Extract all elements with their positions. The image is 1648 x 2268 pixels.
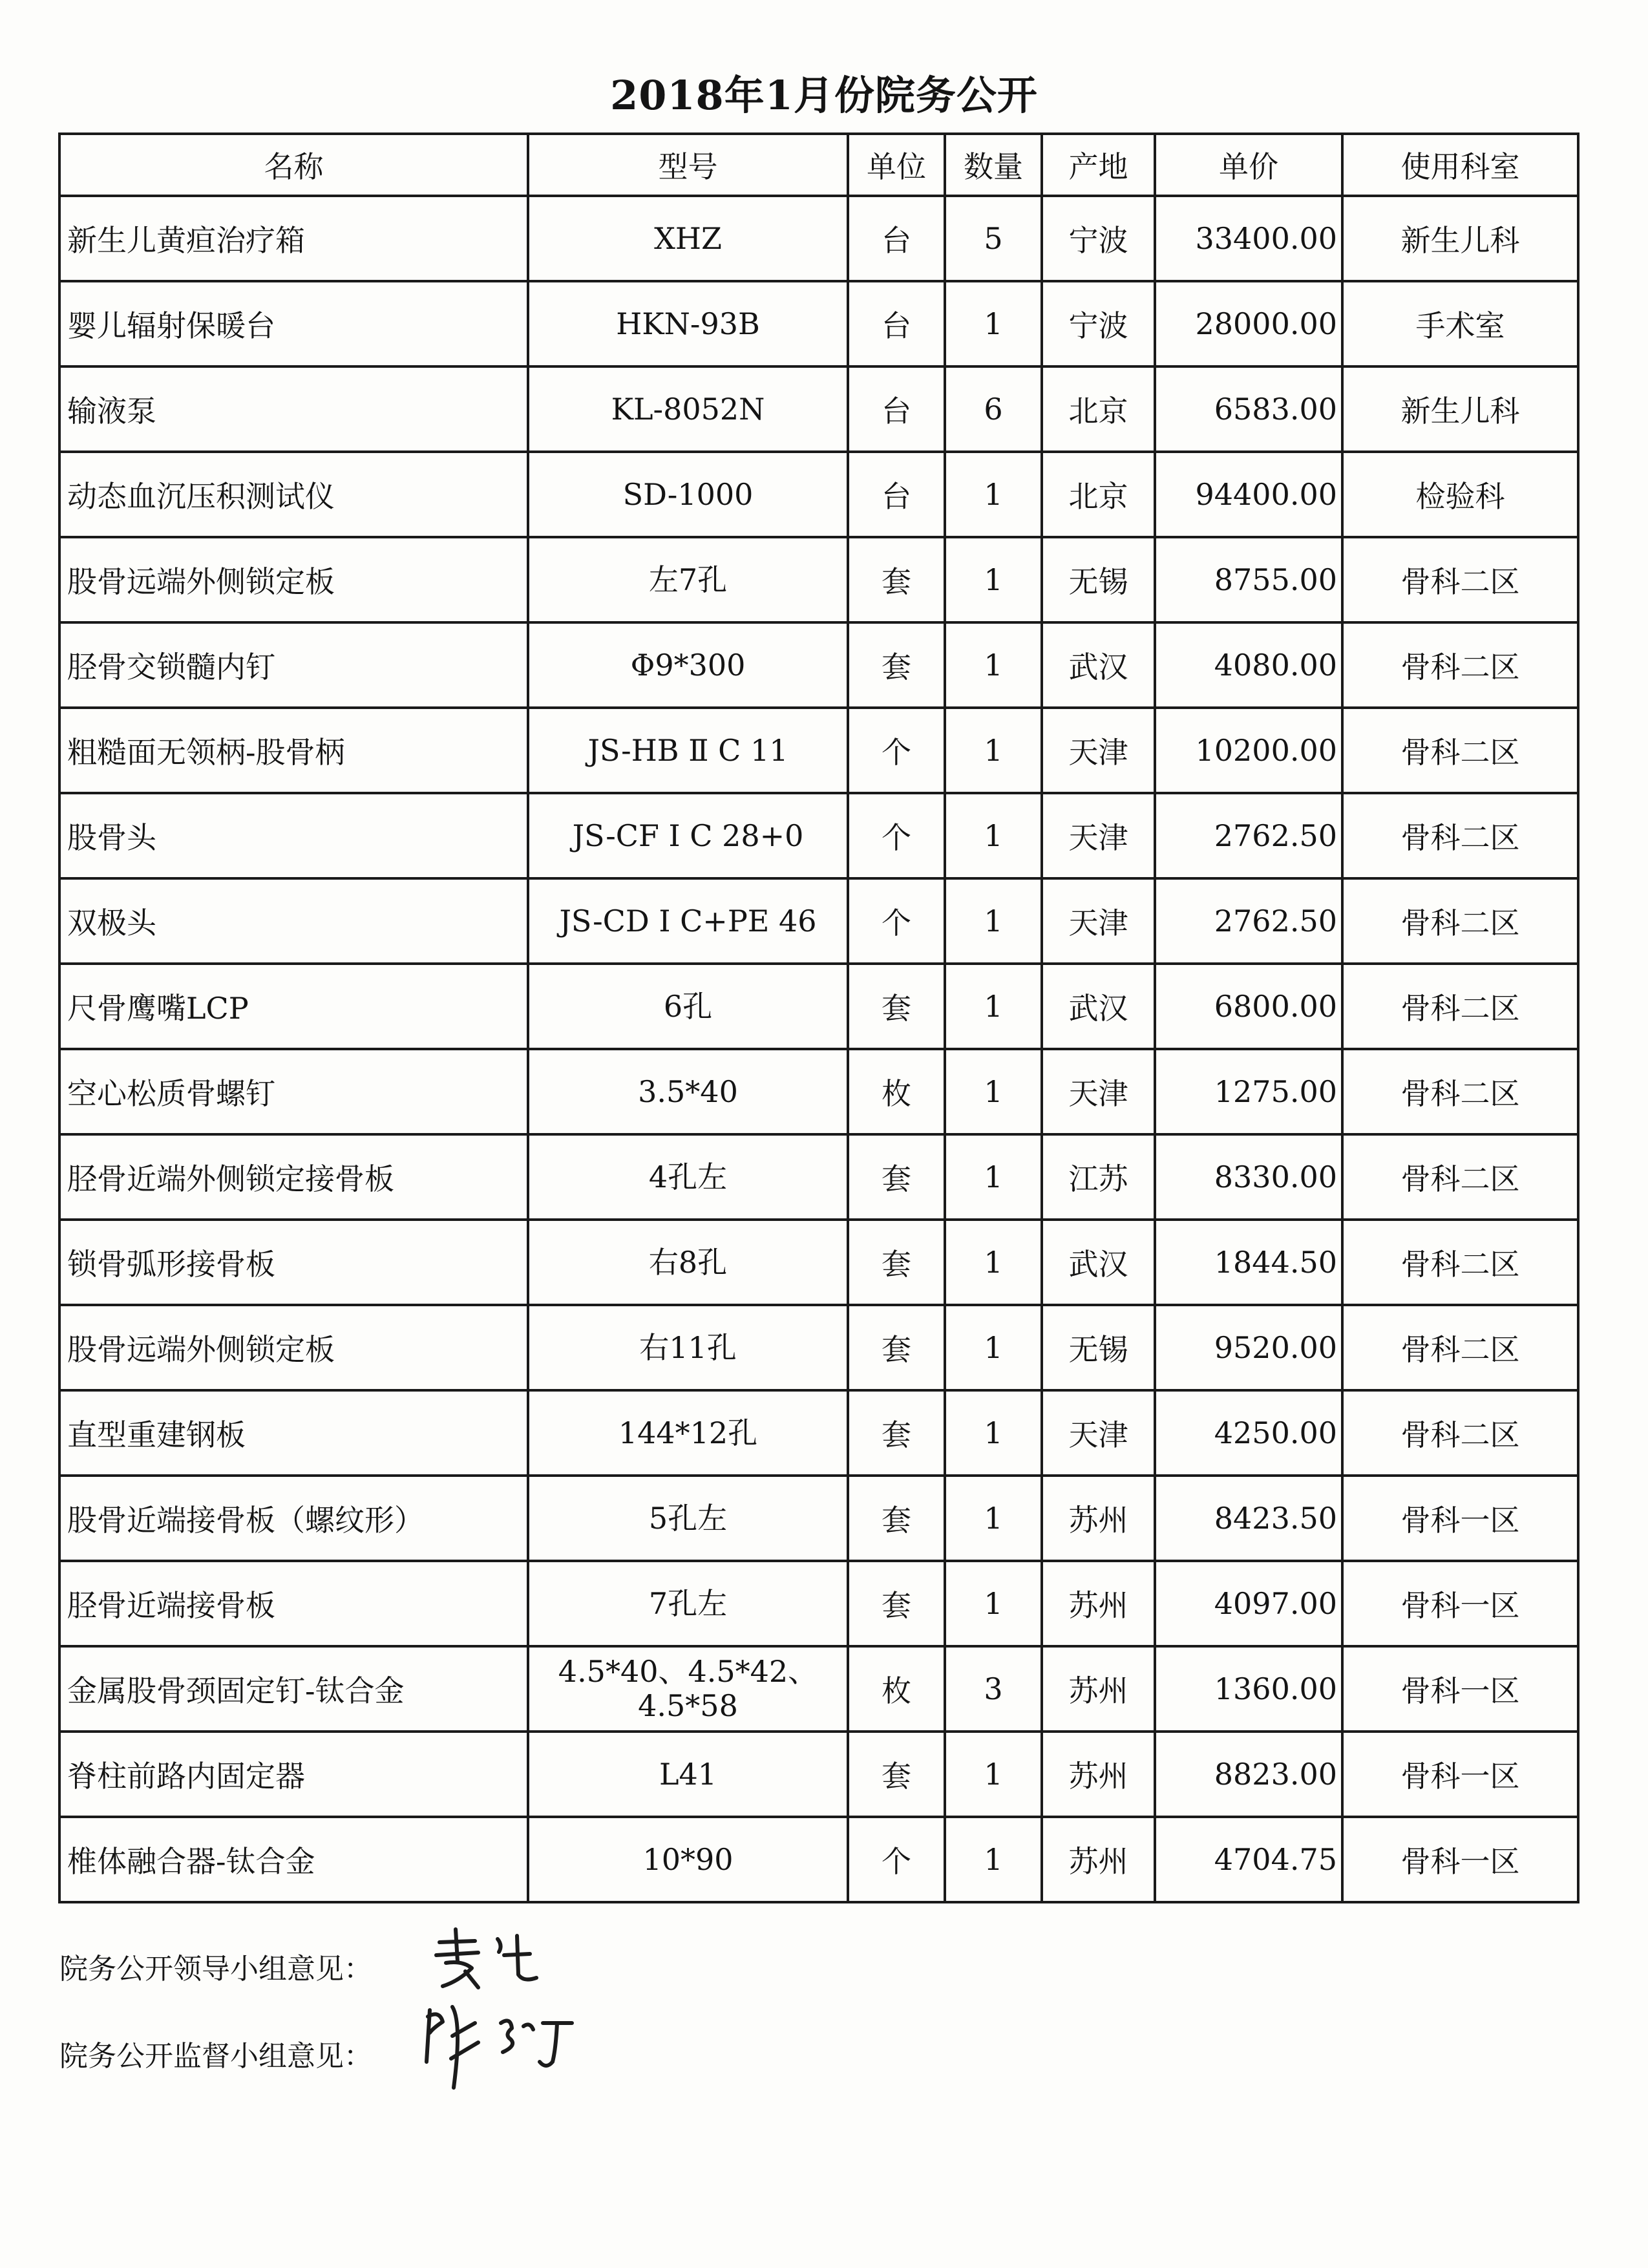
cell-name: 直型重建钢板 xyxy=(59,1390,528,1476)
cell-model: JS-CD Ⅰ C+PE 46 xyxy=(528,878,848,964)
supervision-signature xyxy=(414,1997,582,2101)
leader-signature xyxy=(427,1923,556,1994)
cell-unit: 套 xyxy=(848,1220,945,1305)
cell-model: 左7孔 xyxy=(528,537,848,622)
cell-origin: 武汉 xyxy=(1042,1220,1155,1305)
cell-unit: 套 xyxy=(848,964,945,1049)
cell-quantity: 1 xyxy=(945,1049,1042,1134)
cell-unit-price: 4097.00 xyxy=(1155,1561,1342,1646)
cell-origin: 宁波 xyxy=(1042,196,1155,281)
cell-model: 4孔左 xyxy=(528,1134,848,1220)
cell-department: 新生儿科 xyxy=(1342,196,1578,281)
table-row xyxy=(59,1561,1578,1646)
cell-unit: 套 xyxy=(848,1476,945,1561)
cell-unit: 个 xyxy=(848,793,945,878)
cell-quantity: 1 xyxy=(945,537,1042,622)
cell-unit: 个 xyxy=(848,1817,945,1902)
cell-quantity: 1 xyxy=(945,1390,1042,1476)
cell-quantity: 1 xyxy=(945,1561,1042,1646)
header-unit: 单位 xyxy=(848,134,945,196)
cell-unit: 套 xyxy=(848,1390,945,1476)
cell-quantity: 1 xyxy=(945,452,1042,537)
cell-origin: 天津 xyxy=(1042,1049,1155,1134)
cell-unit: 台 xyxy=(848,366,945,452)
cell-department: 骨科二区 xyxy=(1342,878,1578,964)
table-row xyxy=(59,1476,1578,1561)
cell-origin: 苏州 xyxy=(1042,1646,1155,1732)
cell-model: JS-HB Ⅱ C 11 xyxy=(528,708,848,793)
cell-model: SD-1000 xyxy=(528,452,848,537)
cell-unit-price: 28000.00 xyxy=(1155,281,1342,366)
header-unit-price: 单价 xyxy=(1155,134,1342,196)
cell-name: 粗糙面无领柄-股骨柄 xyxy=(59,708,528,793)
table-row xyxy=(59,1817,1578,1902)
cell-origin: 无锡 xyxy=(1042,1305,1155,1390)
cell-department: 骨科一区 xyxy=(1342,1732,1578,1817)
cell-unit: 套 xyxy=(848,1561,945,1646)
cell-department: 骨科一区 xyxy=(1342,1646,1578,1732)
cell-name: 椎体融合器-钛合金 xyxy=(59,1817,528,1902)
header-name: 名称 xyxy=(59,134,528,196)
cell-name: 输液泵 xyxy=(59,366,528,452)
cell-department: 骨科二区 xyxy=(1342,1305,1578,1390)
cell-origin: 宁波 xyxy=(1042,281,1155,366)
cell-department: 骨科二区 xyxy=(1342,1390,1578,1476)
table-row xyxy=(59,1732,1578,1817)
cell-name: 胫骨交锁髓内钉 xyxy=(59,622,528,708)
cell-name: 胫骨近端外侧锁定接骨板 xyxy=(59,1134,528,1220)
cell-quantity: 1 xyxy=(945,1476,1042,1561)
table-row xyxy=(59,1134,1578,1220)
cell-unit: 台 xyxy=(848,452,945,537)
cell-unit-price: 10200.00 xyxy=(1155,708,1342,793)
cell-origin: 苏州 xyxy=(1042,1817,1155,1902)
cell-unit-price: 8755.00 xyxy=(1155,537,1342,622)
cell-name: 股骨近端接骨板（螺纹形） xyxy=(59,1476,528,1561)
cell-quantity: 1 xyxy=(945,1817,1042,1902)
cell-name: 锁骨弧形接骨板 xyxy=(59,1220,528,1305)
cell-unit-price: 4250.00 xyxy=(1155,1390,1342,1476)
cell-origin: 无锡 xyxy=(1042,537,1155,622)
cell-model: 右11孔 xyxy=(528,1305,848,1390)
cell-name: 动态血沉压积测试仪 xyxy=(59,452,528,537)
cell-origin: 武汉 xyxy=(1042,622,1155,708)
cell-name: 股骨远端外侧锁定板 xyxy=(59,1305,528,1390)
cell-name: 脊柱前路内固定器 xyxy=(59,1732,528,1817)
cell-origin: 天津 xyxy=(1042,1390,1155,1476)
cell-quantity: 1 xyxy=(945,793,1042,878)
table-row xyxy=(59,622,1578,708)
cell-unit: 套 xyxy=(848,1305,945,1390)
cell-name: 尺骨鹰嘴LCP xyxy=(59,964,528,1049)
cell-department: 骨科一区 xyxy=(1342,1817,1578,1902)
cell-origin: 天津 xyxy=(1042,878,1155,964)
cell-origin: 苏州 xyxy=(1042,1732,1155,1817)
cell-model: HKN-93B xyxy=(528,281,848,366)
cell-unit: 台 xyxy=(848,281,945,366)
cell-department: 骨科二区 xyxy=(1342,793,1578,878)
cell-department: 检验科 xyxy=(1342,452,1578,537)
cell-name: 空心松质骨螺钉 xyxy=(59,1049,528,1134)
cell-unit: 套 xyxy=(848,537,945,622)
cell-unit-price: 4704.75 xyxy=(1155,1817,1342,1902)
table-row xyxy=(59,1220,1578,1305)
cell-department: 骨科一区 xyxy=(1342,1476,1578,1561)
cell-department: 骨科二区 xyxy=(1342,708,1578,793)
cell-origin: 武汉 xyxy=(1042,964,1155,1049)
cell-model: 右8孔 xyxy=(528,1220,848,1305)
cell-unit-price: 8823.00 xyxy=(1155,1732,1342,1817)
cell-unit-price: 2762.50 xyxy=(1155,878,1342,964)
cell-unit: 枚 xyxy=(848,1646,945,1732)
cell-unit: 套 xyxy=(848,1134,945,1220)
table-row xyxy=(59,196,1578,281)
header-model: 型号 xyxy=(528,134,848,196)
cell-origin: 苏州 xyxy=(1042,1476,1155,1561)
cell-model: XHZ xyxy=(528,196,848,281)
table-header-row xyxy=(59,134,1578,196)
table-row xyxy=(59,281,1578,366)
cell-unit-price: 8423.50 xyxy=(1155,1476,1342,1561)
table-row xyxy=(59,1305,1578,1390)
cell-department: 骨科二区 xyxy=(1342,537,1578,622)
table-row xyxy=(59,452,1578,537)
cell-unit: 个 xyxy=(848,708,945,793)
table-row xyxy=(59,1390,1578,1476)
cell-quantity: 1 xyxy=(945,878,1042,964)
cell-name: 金属股骨颈固定钉-钛合金 xyxy=(59,1646,528,1732)
cell-quantity: 1 xyxy=(945,708,1042,793)
cell-unit-price: 6800.00 xyxy=(1155,964,1342,1049)
cell-quantity: 6 xyxy=(945,366,1042,452)
supervision-opinion-label: 院务公开监督小组意见： xyxy=(59,2040,372,2073)
cell-origin: 北京 xyxy=(1042,452,1155,537)
table-row xyxy=(59,878,1578,964)
cell-unit: 台 xyxy=(848,196,945,281)
cell-department: 骨科二区 xyxy=(1342,622,1578,708)
cell-origin: 天津 xyxy=(1042,708,1155,793)
cell-department: 骨科二区 xyxy=(1342,964,1578,1049)
cell-model: 10*90 xyxy=(528,1817,848,1902)
cell-quantity: 1 xyxy=(945,1732,1042,1817)
cell-unit-price: 33400.00 xyxy=(1155,196,1342,281)
cell-model: 6孔 xyxy=(528,964,848,1049)
cell-quantity: 1 xyxy=(945,1305,1042,1390)
cell-origin: 北京 xyxy=(1042,366,1155,452)
cell-model: 7孔左 xyxy=(528,1561,848,1646)
cell-model: 4.5*40、4.5*42、4.5*58 xyxy=(528,1646,848,1732)
cell-quantity: 1 xyxy=(945,1220,1042,1305)
cell-model: 5孔左 xyxy=(528,1476,848,1561)
table-row xyxy=(59,793,1578,878)
cell-origin: 天津 xyxy=(1042,793,1155,878)
cell-unit: 个 xyxy=(848,878,945,964)
page-title: 2018年1月份院务公开 xyxy=(610,72,1038,119)
cell-name: 胫骨近端接骨板 xyxy=(59,1561,528,1646)
leader-opinion-label: 院务公开领导小组意见： xyxy=(59,1953,372,1986)
cell-model: KL-8052N xyxy=(528,366,848,452)
table-row xyxy=(59,537,1578,622)
cell-name: 股骨远端外侧锁定板 xyxy=(59,537,528,622)
cell-name: 双极头 xyxy=(59,878,528,964)
cell-name: 股骨头 xyxy=(59,793,528,878)
cell-unit-price: 1275.00 xyxy=(1155,1049,1342,1134)
cell-unit-price: 1844.50 xyxy=(1155,1220,1342,1305)
table-row xyxy=(59,366,1578,452)
cell-unit-price: 1360.00 xyxy=(1155,1646,1342,1732)
table-row xyxy=(59,708,1578,793)
cell-model: L41 xyxy=(528,1732,848,1817)
header-department: 使用科室 xyxy=(1342,134,1578,196)
cell-name: 婴儿辐射保暖台 xyxy=(59,281,528,366)
cell-department: 骨科二区 xyxy=(1342,1049,1578,1134)
table-row xyxy=(59,964,1578,1049)
table-body xyxy=(59,196,1578,1902)
cell-model: Φ9*300 xyxy=(528,622,848,708)
cell-unit-price: 2762.50 xyxy=(1155,793,1342,878)
cell-quantity: 1 xyxy=(945,1134,1042,1220)
cell-department: 手术室 xyxy=(1342,281,1578,366)
cell-quantity: 1 xyxy=(945,964,1042,1049)
cell-name: 新生儿黄疸治疗箱 xyxy=(59,196,528,281)
cell-origin: 江苏 xyxy=(1042,1134,1155,1220)
table-row xyxy=(59,1049,1578,1134)
cell-origin: 苏州 xyxy=(1042,1561,1155,1646)
cell-quantity: 3 xyxy=(945,1646,1042,1732)
header-origin: 产地 xyxy=(1042,134,1155,196)
cell-unit-price: 4080.00 xyxy=(1155,622,1342,708)
cell-unit-price: 94400.00 xyxy=(1155,452,1342,537)
cell-department: 新生儿科 xyxy=(1342,366,1578,452)
cell-model: 144*12孔 xyxy=(528,1390,848,1476)
cell-unit-price: 6583.00 xyxy=(1155,366,1342,452)
disclosure-table xyxy=(58,132,1579,1903)
cell-model: JS-CF Ⅰ C 28+0 xyxy=(528,793,848,878)
cell-unit: 套 xyxy=(848,1732,945,1817)
cell-department: 骨科二区 xyxy=(1342,1134,1578,1220)
cell-quantity: 1 xyxy=(945,622,1042,708)
cell-department: 骨科二区 xyxy=(1342,1220,1578,1305)
cell-unit: 枚 xyxy=(848,1049,945,1134)
cell-department: 骨科一区 xyxy=(1342,1561,1578,1646)
cell-model: 3.5*40 xyxy=(528,1049,848,1134)
cell-unit: 套 xyxy=(848,622,945,708)
cell-unit-price: 9520.00 xyxy=(1155,1305,1342,1390)
header-quantity: 数量 xyxy=(945,134,1042,196)
cell-quantity: 5 xyxy=(945,196,1042,281)
cell-quantity: 1 xyxy=(945,281,1042,366)
cell-unit-price: 8330.00 xyxy=(1155,1134,1342,1220)
table-row xyxy=(59,1646,1578,1732)
